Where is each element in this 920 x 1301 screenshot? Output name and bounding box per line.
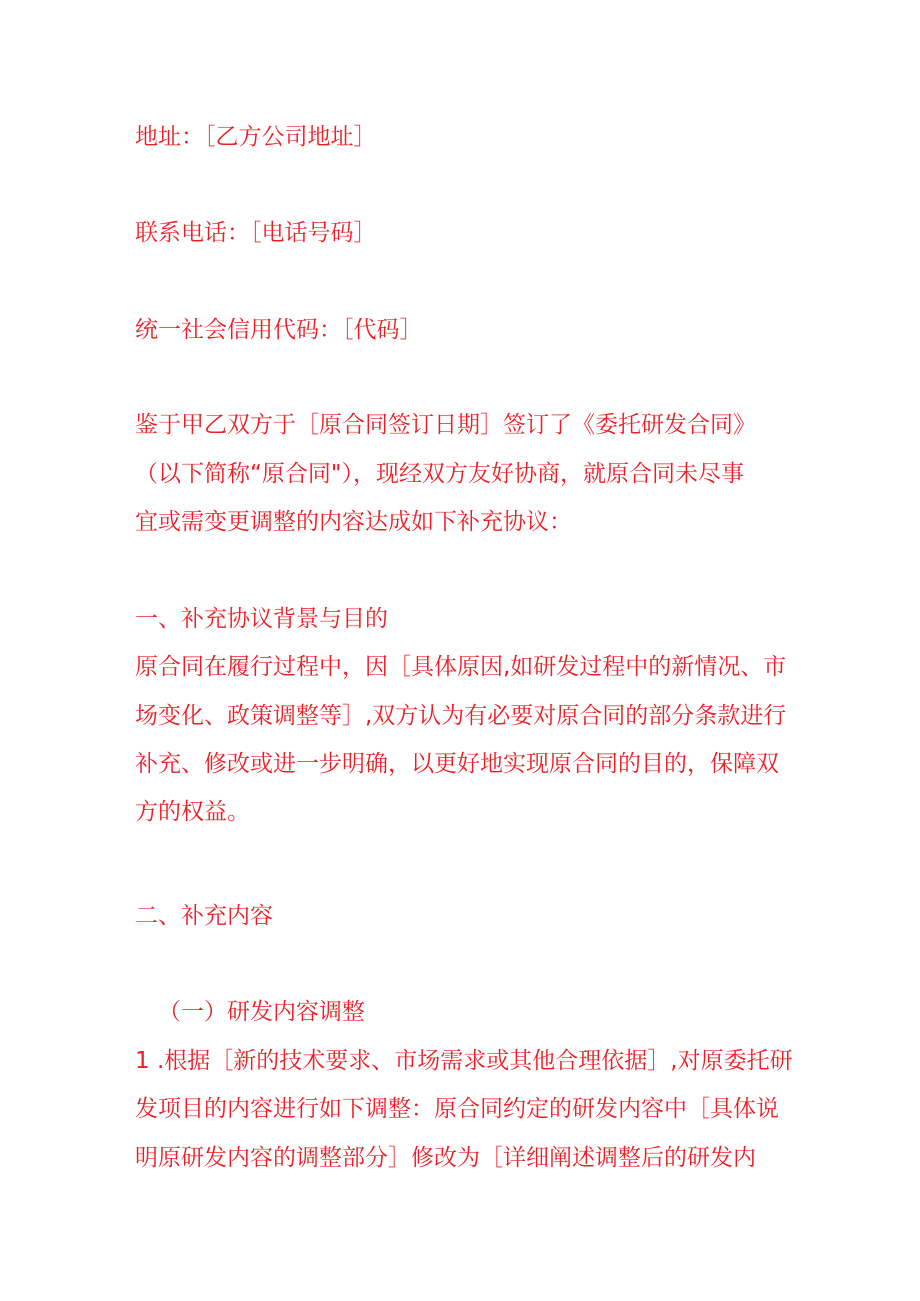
preamble-line: 宜或需变更调整的内容达成如下补充协议： xyxy=(135,509,572,535)
preamble-line: （以下简称“原合同"），现经双方友好协商，就原合同未尽事 xyxy=(135,461,744,487)
section1-body-line: 方的权益。 xyxy=(135,799,250,825)
section2-subheading: （一）研发内容调整 xyxy=(158,999,365,1025)
section1-body-line: 场变化、政策调整等］,双方认为有必要对原合同的部分条款进行 xyxy=(135,703,787,729)
section1-body-line: 补充、修改或进一步明确，以更好地实现原合同的目的，保障双 xyxy=(135,751,779,777)
section2-body-line: 发项目的内容进行如下调整：原合同约定的研发内容中［具体说 xyxy=(135,1096,779,1122)
section1-heading: 一、补充协议背景与目的 xyxy=(135,606,388,632)
party-b-credit-code: 统一社会信用代码：［代码］ xyxy=(135,317,423,343)
preamble-line: 鉴于甲乙双方于［原合同签订日期］签订了《委托研发合同》 xyxy=(135,412,756,438)
section2-body-line: 1 .根据［新的技术要求、市场需求或其他合理依据］,对原委托研 xyxy=(135,1048,793,1074)
section1-body-line: 原合同在履行过程中，因［具体原因,如研发过程中的新情况、市 xyxy=(135,654,787,680)
party-b-phone: 联系电话：［电话号码］ xyxy=(135,220,377,246)
section2-body-line: 明原研发内容的调整部分］修改为［详细阐述调整后的研发内 xyxy=(135,1145,756,1171)
party-b-address: 地址：［乙方公司地址］ xyxy=(135,124,377,150)
section2-heading: 二、补充内容 xyxy=(135,903,273,929)
